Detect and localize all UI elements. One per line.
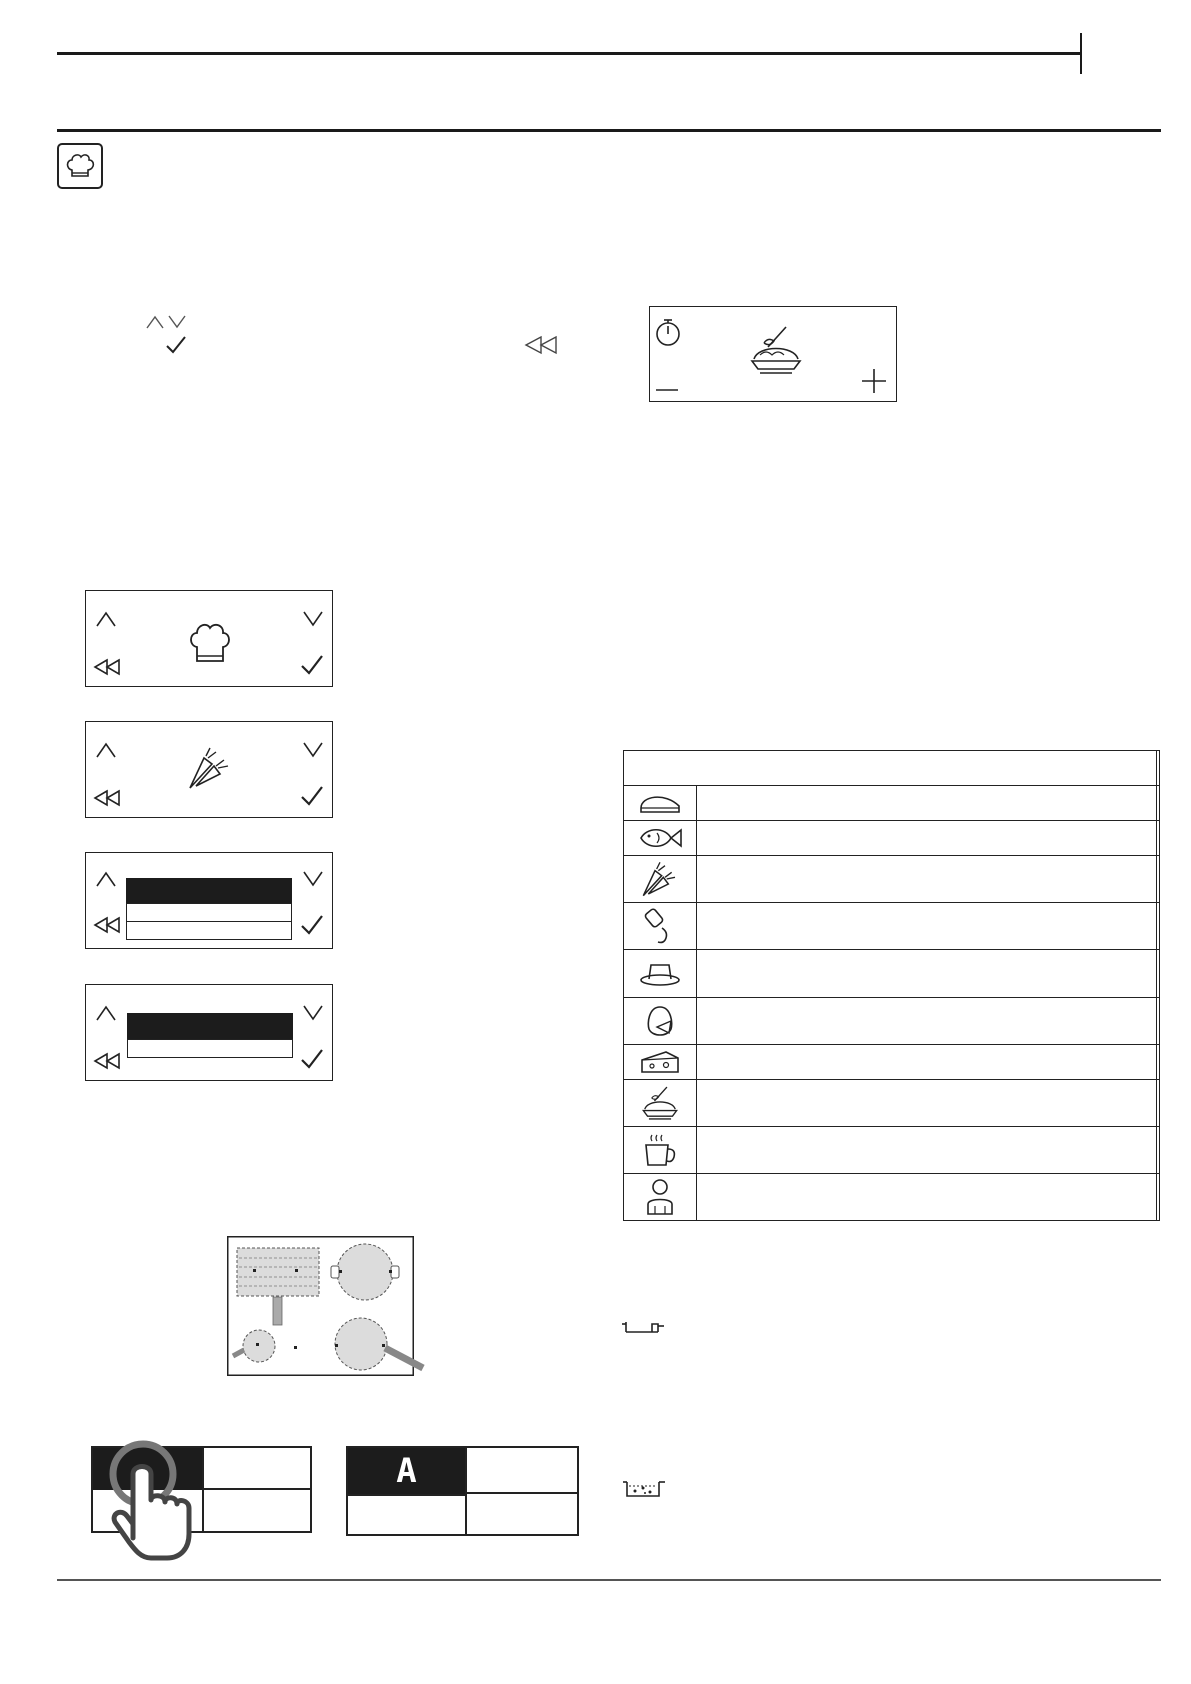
table-row [624,950,1160,998]
table-row [624,856,1160,903]
rewind-icon[interactable] [94,790,120,811]
vegetable-icon [624,856,697,903]
list-item-selected[interactable] [127,1013,293,1039]
rewind-icon[interactable] [94,659,120,680]
check-icon[interactable] [301,915,323,940]
screen-chef-mode [85,590,333,687]
category-desc [1156,998,1159,1045]
table-header [624,751,1157,786]
table-row [624,903,1160,950]
category-desc [1156,950,1159,998]
category-name [697,1127,1157,1174]
category-desc [1156,1045,1159,1080]
zone-cell[interactable] [465,1494,577,1534]
category-name [697,903,1157,950]
category-desc [1156,856,1159,903]
table-row [624,786,1160,821]
up-arrow-icon[interactable] [96,1005,116,1026]
list-item[interactable] [127,1039,293,1058]
down-arrow-icon [168,315,186,334]
down-arrow-icon[interactable] [303,1005,323,1026]
list-item[interactable] [126,903,292,922]
category-desc [1156,821,1159,856]
check-icon[interactable] [301,1049,323,1074]
category-name [697,786,1157,821]
category-name [697,998,1157,1045]
top-rule [57,52,1080,55]
egg-icon [624,998,697,1045]
zone-letter: A [396,1451,417,1491]
rewind-icon [524,335,558,360]
section-rule [57,129,1161,132]
recipe-display [649,306,897,402]
touch-hand-icon [107,1438,193,1567]
table-header [1156,751,1159,786]
down-arrow-icon[interactable] [303,742,323,763]
plus-icon[interactable] [862,369,886,398]
down-arrow-icon[interactable] [303,611,323,632]
zone-cell[interactable] [202,1490,310,1531]
rewind-icon[interactable] [94,1053,120,1074]
category-desc [1156,903,1159,950]
top-rule-tick [1080,33,1082,74]
up-arrow-icon[interactable] [96,742,116,763]
pasta-icon [624,1080,697,1127]
check-icon[interactable] [301,786,323,811]
warming-icon [622,1316,666,1341]
up-arrow-icon [146,315,164,334]
zone-cell-selected[interactable] [348,1448,465,1494]
table-row [624,1080,1160,1127]
category-name [697,821,1157,856]
zone-cell[interactable] [202,1448,310,1490]
timer-icon[interactable] [654,317,682,352]
sauce-icon [624,903,697,950]
table-row [624,1174,1160,1221]
table-row [624,821,1160,856]
pudding-icon [624,950,697,998]
screen-list-two [85,984,333,1081]
user-icon [624,1174,697,1221]
category-desc [1156,1080,1159,1127]
table-row [624,998,1160,1045]
rewind-icon[interactable] [94,917,120,938]
zone-cell[interactable] [348,1494,465,1534]
category-name [697,950,1157,998]
category-name [697,1080,1157,1127]
minus-icon[interactable] [656,379,678,397]
category-name [697,856,1157,903]
category-desc [1156,1174,1159,1221]
list-item[interactable] [126,921,292,940]
up-arrow-icon[interactable] [96,611,116,632]
zone-cell[interactable] [465,1448,577,1494]
meat-icon [624,786,697,821]
list-item-selected[interactable] [126,878,292,903]
boiling-icon [623,1476,667,1505]
cheese-icon [624,1045,697,1080]
chef-hat-icon [187,619,233,670]
table-row [624,1127,1160,1174]
category-name [697,1174,1157,1221]
table-row [624,1045,1160,1080]
cooktop-diagram [227,1236,414,1376]
screen-list-three [85,852,333,949]
fish-icon [624,821,697,856]
chef-hat-icon [57,143,103,189]
screen-vegetable [85,721,333,818]
down-arrow-icon[interactable] [303,871,323,892]
check-icon [166,336,186,359]
pasta-dish-icon [750,325,802,380]
check-icon[interactable] [301,655,323,680]
up-arrow-icon[interactable] [96,871,116,892]
food-category-table [623,750,1160,1221]
footer-rule [57,1579,1161,1581]
beverage-icon [624,1127,697,1174]
zone-grid-letter [346,1446,579,1536]
carrot-icon [186,744,234,797]
table-header-row [624,751,1160,786]
category-name [697,1045,1157,1080]
category-desc [1156,1127,1159,1174]
category-desc [1156,786,1159,821]
